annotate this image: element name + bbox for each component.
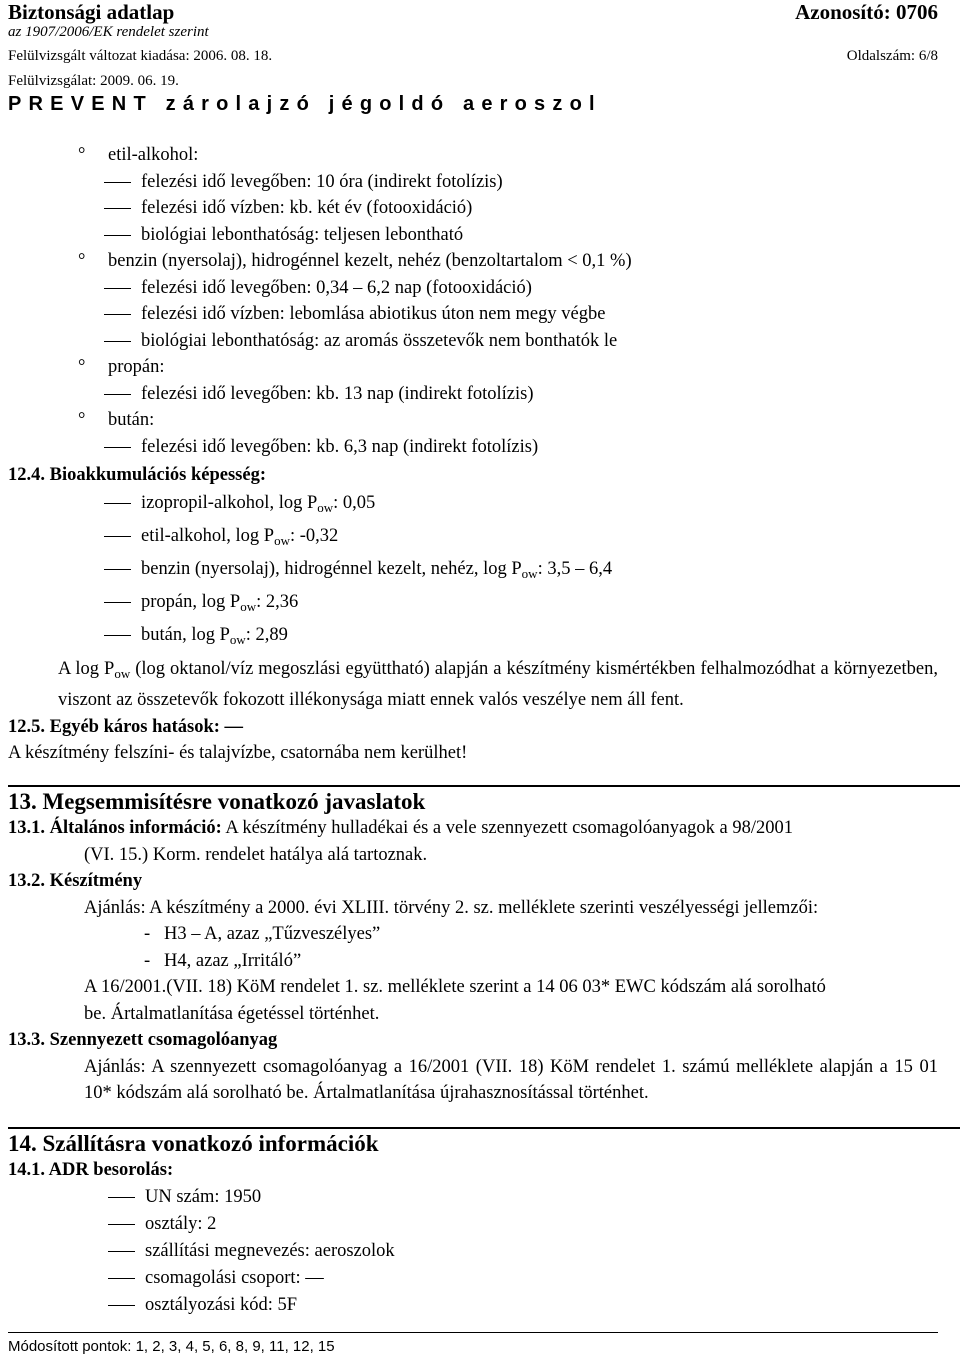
degradation-list	[8, 142, 938, 460]
adr-item-text: csomagolási csoport: —	[145, 1267, 324, 1288]
item-text: biológiai lebonthatóság: teljesen lebontható	[141, 224, 464, 245]
note-text-a: A log P	[58, 658, 115, 679]
note-sub: ow	[114, 665, 131, 681]
bio-pre: etil-alkohol, log P	[141, 525, 275, 546]
section-13-2-text3: be. Ártalmatlanítása égetéssel történhet.	[84, 1003, 380, 1024]
adr-item-text: UN szám: 1950	[145, 1186, 262, 1207]
dash-bullet-icon	[104, 602, 131, 603]
section-13-heading: 13. Megsemmisítésre vonatkozó javaslatok	[8, 788, 426, 814]
item-text: felezési idő levegőben: kb. 6,3 nap (indirekt fotolízis)	[141, 436, 539, 457]
substance-item	[8, 142, 938, 169]
section-14-heading: 14. Szállításra vonatkozó információk	[8, 1130, 379, 1156]
item-text: etil-alkohol:	[108, 145, 199, 165]
property-item	[8, 169, 938, 196]
section-13-2-label: 13.2. Készítmény	[8, 871, 143, 891]
property-item	[8, 381, 938, 408]
bioaccumulation-item	[8, 522, 938, 555]
degree-bullet-icon: °	[78, 251, 86, 271]
note-text-b: (log oktanol/víz megoszlási együttható) alapján a készítmény kismértékben felhalmozódhat a környezetben, viszont az összetevők fokozott illékonysága miatt ennek valós veszélye nem áll fent.	[58, 658, 938, 710]
section-12-5-heading: 12.5. Egyéb káros hatások: —	[8, 716, 244, 737]
revision-issue: Felülvizsgált változat kiadása: 2006. 08. 18.	[8, 48, 273, 64]
bio-pre: propán, log P	[141, 591, 241, 612]
bio-post: : 3,5 – 6,4	[537, 558, 613, 579]
dash-bullet-icon	[104, 341, 131, 342]
bio-post: : 2,36	[256, 591, 299, 612]
review-date: Felülvizsgálat: 2009. 06. 19.	[8, 73, 179, 89]
dash-bullet-icon	[108, 1251, 135, 1252]
bioaccumulation-item	[8, 489, 938, 522]
bio-sub: ow	[521, 565, 538, 581]
bioaccumulation-item	[8, 555, 938, 588]
dash-bullet-icon	[104, 288, 131, 289]
regulation-line: az 1907/2006/EK rendelet szerint	[8, 24, 209, 40]
document-body	[8, 142, 938, 1319]
adr-item	[8, 1292, 938, 1319]
page-number: Oldalszám: 6/8	[846, 48, 938, 64]
bioaccumulation-list	[8, 489, 938, 654]
adr-item-text: osztályozási kód: 5F	[145, 1294, 298, 1315]
bio-post: : 0,05	[333, 492, 376, 513]
bioaccumulation-item	[8, 588, 938, 621]
section-13-3-label: 13.3. Szennyezett csomagolóanyag	[8, 1030, 278, 1050]
degree-bullet-icon: °	[78, 145, 86, 165]
dash-bullet-icon	[104, 182, 131, 183]
item-text: propán:	[108, 357, 165, 377]
dash-bullet-icon	[108, 1197, 135, 1198]
section-13-1-label: 13.1. Általános információ:	[8, 818, 222, 838]
property-item	[8, 328, 938, 355]
dash-bullet-icon	[108, 1305, 135, 1306]
adr-item-text: szállítási megnevezés: aeroszolok	[145, 1240, 395, 1261]
item-text: felezési idő levegőben: 0,34 – 6,2 nap (fotooxidáció)	[141, 277, 532, 298]
dash-bullet-icon	[104, 447, 131, 448]
property-item	[8, 434, 938, 461]
property-item	[8, 301, 938, 328]
section-12-5-text: A készítmény felszíni- és talajvízbe, csatornába nem kerülhet!	[8, 743, 468, 763]
dash-bullet-icon	[104, 394, 131, 395]
bioaccumulation-item	[8, 621, 938, 654]
section-13-1-text2: (VI. 15.) Korm. rendelet hatálya alá tartoznak.	[84, 844, 428, 865]
section-13-2-item-2: - H4, azaz „Irritáló”	[144, 950, 302, 971]
item-text: benzin (nyersolaj), hidrogénnel kezelt, nehéz (benzoltartalom < 0,1 %)	[108, 251, 632, 271]
section-12-4-heading: 12.4. Bioakkumulációs képesség:	[8, 465, 267, 485]
adr-item	[8, 1238, 938, 1265]
bio-pre: izopropil-alkohol, log P	[141, 492, 318, 513]
bio-post: : -0,32	[289, 525, 339, 546]
bio-sub: ow	[240, 598, 257, 614]
section-13-2-text: Ajánlás: A készítmény a 2000. évi XLIII. törvény 2. sz. melléklete szerinti veszélyességi jellemzői:	[84, 897, 819, 918]
item-text: bután:	[108, 410, 155, 430]
document-id: Azonosító: 0706	[795, 0, 938, 24]
substance-item	[8, 354, 938, 381]
dash-bullet-icon	[108, 1224, 135, 1225]
bio-pre: benzin (nyersolaj), hidrogénnel kezelt, nehéz, log P	[141, 558, 522, 579]
property-item	[8, 222, 938, 249]
dash-bullet-icon	[104, 314, 131, 315]
section-divider-14	[8, 1127, 960, 1129]
degree-bullet-icon: °	[78, 357, 86, 377]
document-title: Biztonsági adatlap	[8, 0, 175, 24]
revision-row	[8, 48, 938, 65]
dash-bullet-icon	[104, 208, 131, 209]
bio-sub: ow	[274, 532, 290, 548]
property-item	[8, 195, 938, 222]
item-text: biológiai lebonthatóság: az aromás összetevők nem bonthatók le	[141, 330, 618, 351]
degree-bullet-icon: °	[78, 410, 86, 430]
bioaccumulation-note	[8, 656, 938, 714]
item-text: felezési idő levegőben: kb. 13 nap (indirekt fotolízis)	[141, 383, 534, 404]
section-divider-13	[8, 785, 960, 787]
dash-bullet-icon	[104, 503, 131, 504]
footer-divider	[8, 1332, 938, 1333]
item-text: felezési idő vízben: lebomlása abiotikus úton nem megy végbe	[141, 304, 606, 324]
header-title-row	[8, 0, 938, 25]
adr-item	[8, 1184, 938, 1211]
section-13-1-text: A készítmény hulladékai és a vele szennyezett csomagolóanyagok a 98/2001	[221, 818, 794, 838]
dash-bullet-icon	[104, 536, 131, 537]
adr-list	[8, 1184, 938, 1319]
section-13-2-item-1: - H3 – A, azaz „Tűzveszélyes”	[144, 924, 381, 944]
item-text: felezési idő levegőben: 10 óra (indirekt fotolízis)	[141, 171, 503, 192]
substance-item	[8, 407, 938, 434]
dash-bullet-icon	[104, 569, 131, 570]
substance-item	[8, 248, 938, 275]
bio-sub: ow	[229, 631, 246, 647]
adr-item	[8, 1211, 938, 1238]
dash-bullet-icon	[104, 235, 131, 236]
section-13-2-text2: A 16/2001.(VII. 18) KöM rendelet 1. sz. melléklete szerint a 14 06 03* EWC kódszám alá sorolható	[84, 977, 826, 997]
bio-post: : 2,89	[245, 624, 288, 645]
dash-bullet-icon	[104, 635, 131, 636]
section-13-3-text: Ajánlás: A szennyezett csomagolóanyag a 16/2001 (VII. 18) KöM rendelet 1. számú melléklete alapján a 15 01 10* kódszám alá sorolható be. Ártalmatlanítása újrahasznosítással történhet.	[84, 1056, 938, 1103]
section-14-1-label: 14.1. ADR besorolás:	[8, 1160, 174, 1180]
footer-modified-points: Módosított pontok: 1, 2, 3, 4, 5, 6, 8, 9, 11, 12, 15	[8, 1338, 335, 1355]
bio-pre: bután, log P	[141, 624, 230, 645]
bio-sub: ow	[317, 499, 334, 515]
property-item	[8, 275, 938, 302]
adr-item-text: osztály: 2	[145, 1213, 217, 1234]
adr-item	[8, 1265, 938, 1292]
dash-bullet-icon	[108, 1278, 135, 1279]
product-name: PREVENT zárolajzó jégoldó aeroszol	[8, 93, 602, 115]
item-text: felezési idő vízben: kb. két év (fotooxidáció)	[141, 198, 473, 218]
